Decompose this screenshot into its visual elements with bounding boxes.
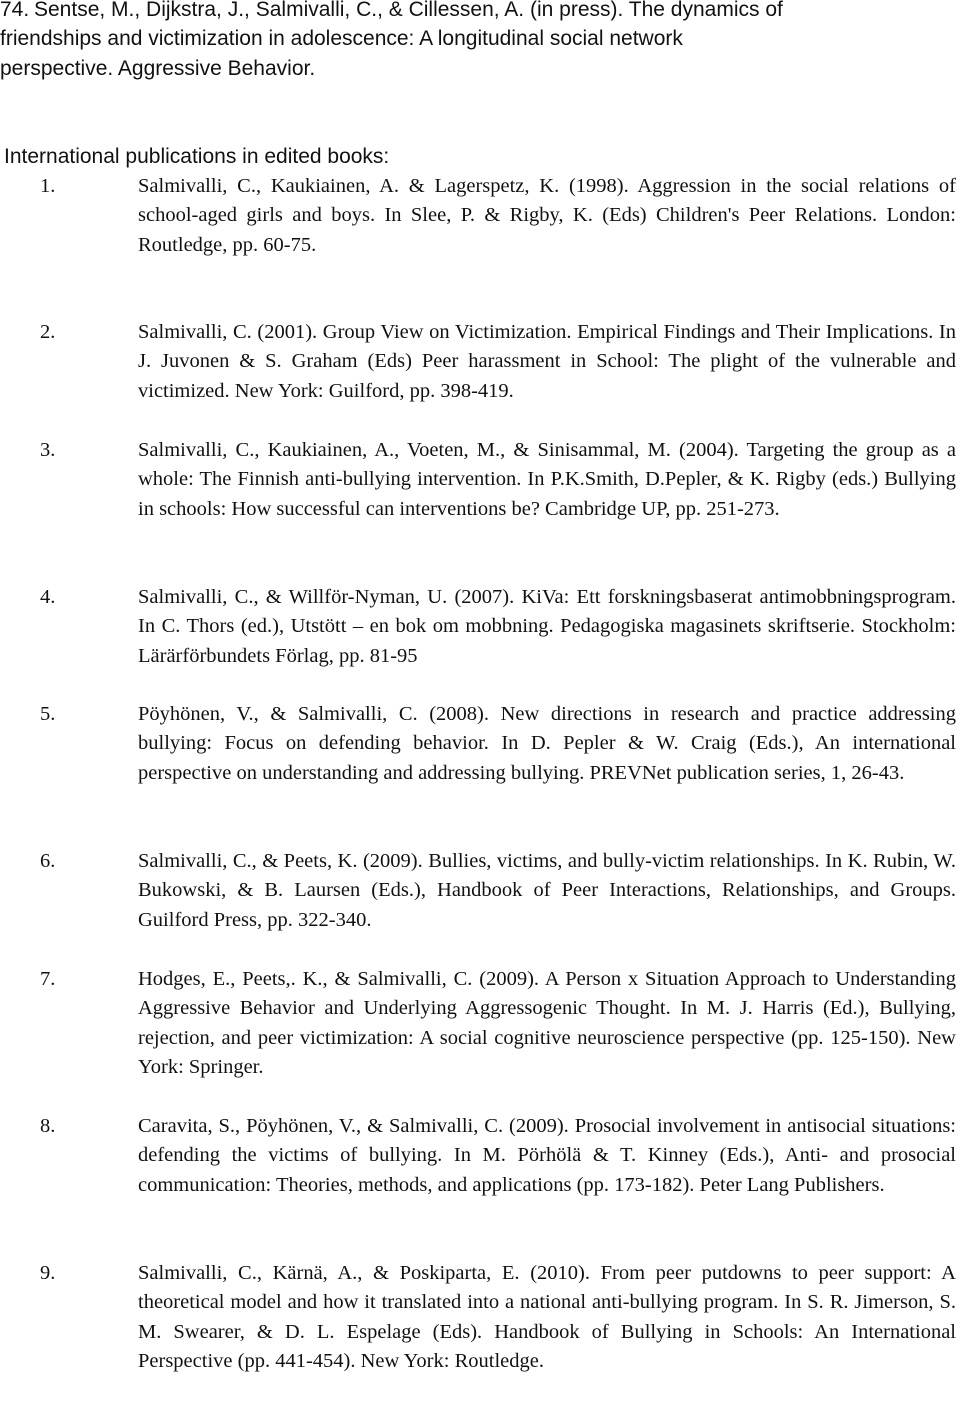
reference-number: 1. (40, 175, 56, 197)
reference-text: Pöyhönen, V., & Salmivalli, C. (2008). New directions in research and practice addressing bullying: Focus on defending behavior. In D. Pepler & W. Craig (Eds.), An international perspective on understanding and addressing bullying. PREVNet publication series, 1, 26-43. (138, 703, 956, 784)
reference-number: 5. (40, 703, 56, 725)
reference-text: Salmivalli, C., & Peets, K. (2009). Bullies, victims, and bully-victim relationships. In K. Rubin, W. Bukowski, & B. Laursen (Eds.), Handbook of Peer Interactions, Relationships, and Groups. Guilford Press, pp. 322-340. (138, 850, 956, 931)
reference-text: Salmivalli, C., Kärnä, A., & Poskiparta, E. (2010). From peer putdowns to peer support: A theoretical model and how it translated into a national anti-bullying program. In S. R. Jimerson, S. M. Swearer, & D. L. Espelage (Eds). Handbook of Bullying in Schools: An International Perspective (pp. 441-454). New York: Routledge. (138, 1262, 956, 1373)
reference-text: Caravita, S., Pöyhönen, V., & Salmivalli, C. (2009). Prosocial involvement in antisocial situations: defending the victims of bullying. In M. Pörhölä & T. Kinney (Eds.), Anti- and prosocial communication: Theories, methods, and applications (pp. 173-182). Peter Lang Publishers. (138, 1115, 956, 1196)
reference-text: Salmivalli, C., Kaukiainen, A. & Lagerspetz, K. (1998). Aggression in the social relations of school-aged girls and boys. In Slee, P. & Rigby, K. (Eds) Children's Peer Relations. London: Routledge, pp. 60-75. (138, 175, 956, 256)
previous-reference-number: 74. (0, 0, 30, 21)
reference-text: Hodges, E., Peets,. K., & Salmivalli, C. (2009). A Person x Situation Approach to Understanding Aggressive Behavior and Underlying Aggressogenic Thought. In M. J. Harris (Ed.), Bullying, rejection, and peer victimization: A social cognitive neuroscience perspective (pp. 125-150). New York: Springer. (138, 968, 956, 1079)
reference-number: 7. (40, 968, 56, 990)
reference-number: 9. (40, 1262, 56, 1284)
reference-text: Salmivalli, C., Kaukiainen, A., Voeten, M., & Sinisammal, M. (2004). Targeting the group as a whole: The Finnish anti-bullying intervention. In P.K.Smith, D.Pepler, & K. Rigby (eds.) Bullying in schools: How successful can interventions be? Cambridge UP, pp. 251-273. (138, 439, 956, 520)
previous-reference-line-2: friendships and victimization in adolescence: A longitudinal social network (0, 27, 683, 51)
previous-reference-text-1: Sentse, M., Dijkstra, J., Salmivalli, C., & Cillessen, A. (in press). The dynamics of (34, 0, 783, 21)
reference-number: 3. (40, 439, 56, 461)
reference-text: Salmivalli, C. (2001). Group View on Victimization. Empirical Findings and Their Implications. In J. Juvonen & S. Graham (Eds) Peer harassment in School: The plight of the vulnerable and victimized. New York: Guilford, pp. 398-419. (138, 321, 956, 402)
reference-number: 8. (40, 1115, 56, 1137)
reference-text: Salmivalli, C., & Willför-Nyman, U. (2007). KiVa: Ett forskningsbaserat antimobbningsprogram. In C. Thors (ed.), Utstött – en bok om mobbning. Pedagogiska magasinets skriftserie. Stockholm: Lärärförbundets Förlag, pp. 81-95 (138, 586, 956, 667)
previous-reference-line-3: perspective. Aggressive Behavior. (0, 56, 316, 80)
previous-reference-entry (0, 0, 940, 83)
reference-number: 2. (40, 321, 56, 343)
section-heading: International publications in edited books: (4, 145, 390, 168)
reference-number: 6. (40, 850, 56, 872)
previous-reference-line-1 (0, 0, 940, 24)
reference-number: 4. (40, 586, 56, 608)
